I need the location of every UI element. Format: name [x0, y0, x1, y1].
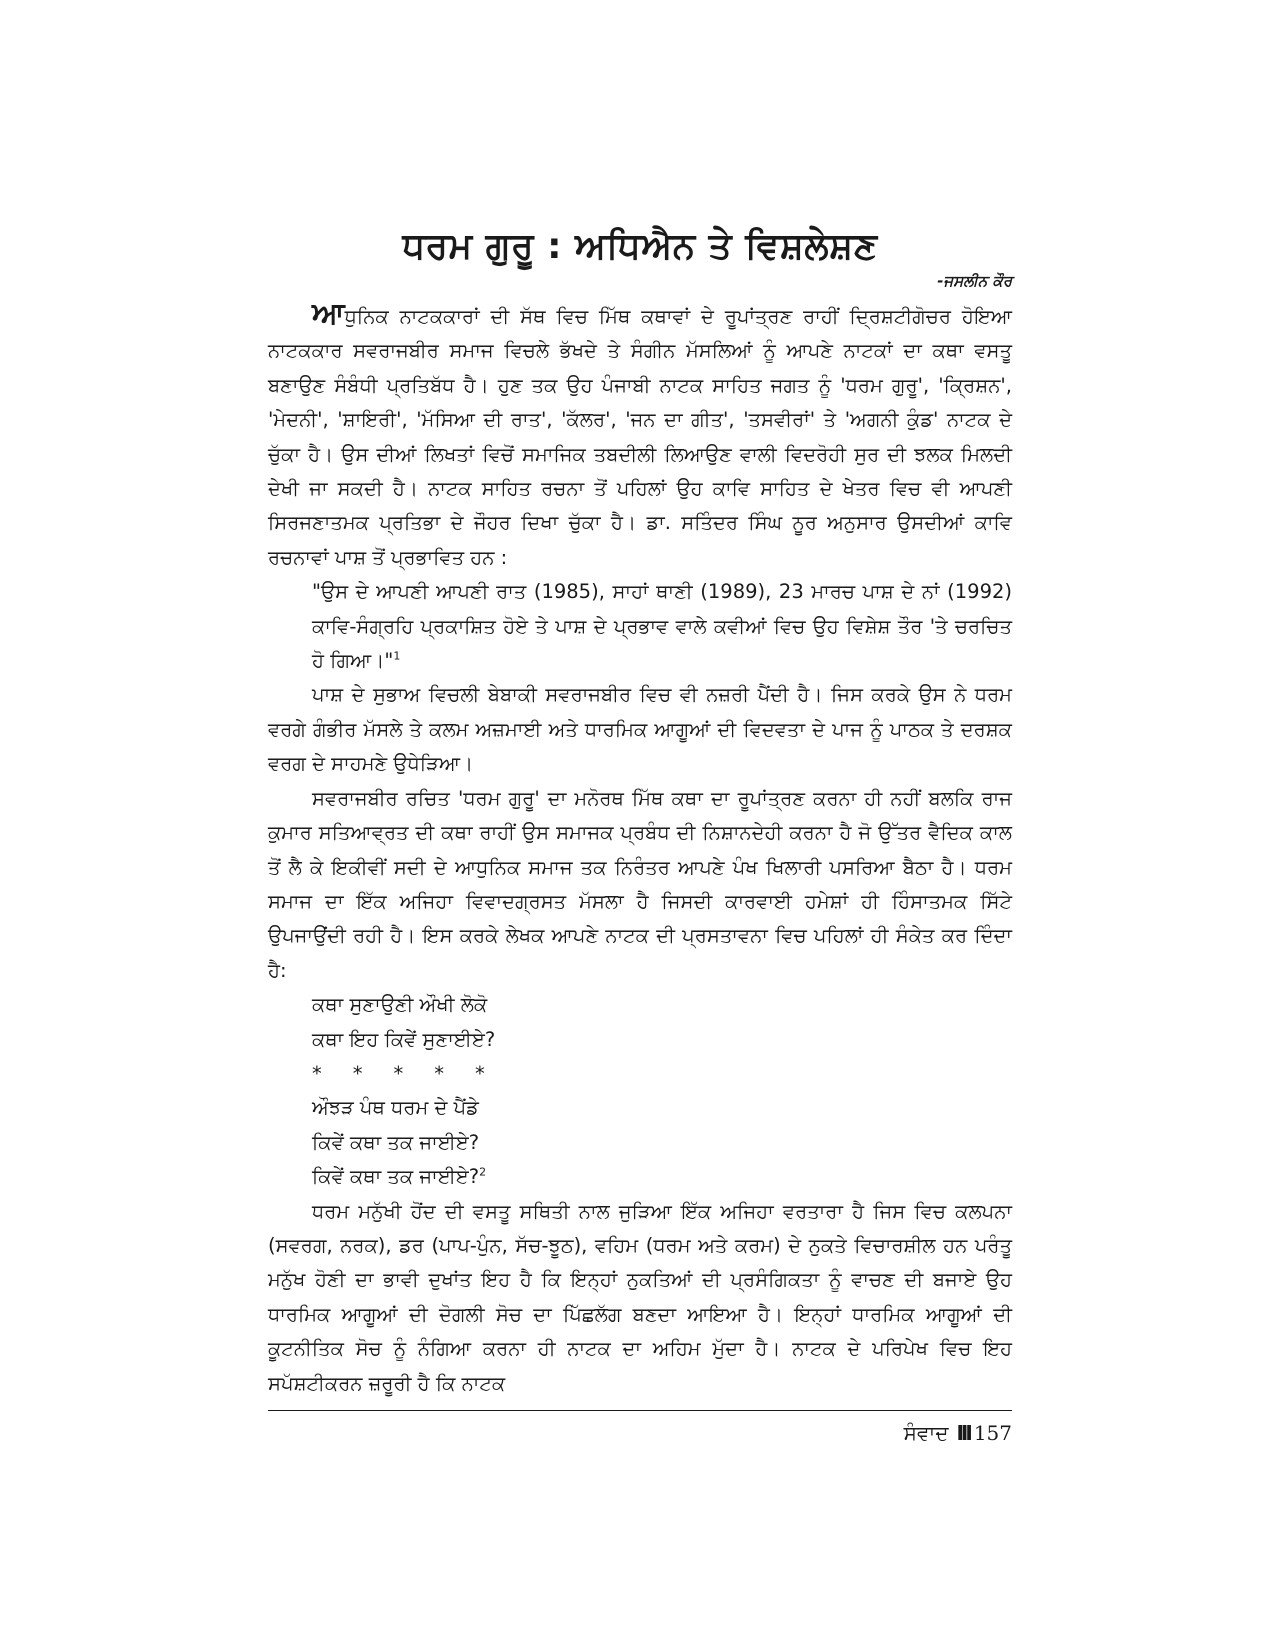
verse-block — [312, 988, 1012, 1194]
paragraph-1 — [268, 297, 1012, 575]
verse-separator: * * * * * — [312, 1061, 485, 1085]
paragraph-3: ਸਵਰਾਜਬੀਰ ਰਚਿਤ 'ਧਰਮ ਗੁਰੂ' ਦਾ ਮਨੋਰਥ ਮਿੱਥ ਕਥਾ ਦਾ ਰੂਪਾਂਤ੍ਰਣ ਕਰਨਾ ਹੀ ਨਹੀਂ ਬਲਕਿ ਰਾਜ ਕੁਮਾਰ ਸਤਿਆਵ੍ਰਤ ਦੀ ਕਥਾ ਰਾਹੀਂ ਉਸ ਸਮਾਜਕ ਪ੍ਰਬੰਧ ਦੀ ਨਿਸ਼ਾਨਦੇਹੀ ਕਰਨਾ ਹੈ ਜੋ ਉੱਤਰ ਵੈਦਿਕ ਕਾਲ ਤੋਂ ਲੈ ਕੇ ਇਕੀਵੀਂ ਸਦੀ ਦੇ ਆਧੁਨਿਕ ਸਮਾਜ ਤਕ ਨਿਰੰਤਰ ਆਪਣੇ ਪੰਖ ਖਿਲਾਰੀ ਪਸਰਿਆ ਬੈਠਾ ਹੈ। ਧਰਮ ਸਮਾਜ ਦਾ ਇੱਕ ਅਜਿਹਾ ਵਿਵਾਦਗ੍ਰਸਤ ਮੱਸਲਾ ਹੈ ਜਿਸਦੀ ਕਾਰਵਾਈ ਹਮੇਸ਼ਾਂ ਹੀ ਹਿੰਸਾਤਮਕ ਸਿੱਟੇ ਉਪਜਾਉਂਦੀ ਰਹੀ ਹੈ। ਇਸ ਕਰਕੇ ਲੇਖਕ ਆਪਣੇ ਨਾਟਕ ਦੀ ਪ੍ਰਸਤਾਵਨਾ ਵਿਚ ਪਹਿਲਾਂ ਹੀ ਸੰਕੇਤ ਕਰ ਦਿੰਦਾ ਹੈ: — [268, 786, 1012, 982]
journal-name: ਸੰਵਾਦ — [903, 1421, 949, 1445]
block-quote — [312, 575, 1012, 678]
footer-divider — [268, 1410, 1012, 1411]
paragraph-2: ਪਾਸ਼ ਦੇ ਸੁਭਾਅ ਵਿਚਲੀ ਬੇਬਾਕੀ ਸਵਰਾਜਬੀਰ ਵਿਚ ਵੀ ਨਜ਼ਰੀ ਪੈਂਦੀ ਹੈ। ਜਿਸ ਕਰਕੇ ਉਸ ਨੇ ਧਰਮ ਵਰਗੇ ਗੰਭੀਰ ਮੱਸਲੇ ਤੇ ਕਲਮ ਅਜ਼ਮਾਈ ਅਤੇ ਧਾਰਮਿਕ ਆਗੂਆਂ ਦੀ ਵਿਦਵਤਾ ਦੇ ਪਾਜ ਨੂੰ ਪਾਠਕ ਤੇ ਦਰਸ਼ਕ ਵਰਗ ਦੇ ਸਾਹਮਣੇ ਉਧੇੜਿਆ। — [268, 683, 1012, 776]
verse-line: ਕਿਵੇਂ ਕਥਾ ਤਕ ਜਾਈਏ? — [312, 1130, 480, 1154]
page-number: 157 — [973, 1421, 1012, 1445]
article-author: -ਜਸਲੀਨ ਕੌਰ — [937, 272, 1012, 290]
verse-line: ਕਥਾ ਸੁਣਾਉਣੀ ਔਖੀ ਲੋਕੋ — [312, 993, 488, 1017]
verse-line: ਔਝੜ ਪੰਥ ਧਰਮ ਦੇ ਪੈਂਡੇ — [312, 1096, 479, 1120]
drop-cap: ਆ — [312, 296, 345, 331]
verse-line-last — [312, 1160, 1012, 1194]
footer-separator: III — [956, 1421, 970, 1445]
verse-line: ਕਥਾ ਇਹ ਕਿਵੇਂ ਸੁਣਾਈਏ? — [312, 1027, 496, 1051]
paragraph-4: ਧਰਮ ਮਨੁੱਖੀ ਹੋਂਦ ਦੀ ਵਸਤੂ ਸਥਿਤੀ ਨਾਲ ਜੁੜਿਆ ਇੱਕ ਅਜਿਹਾ ਵਰਤਾਰਾ ਹੈ ਜਿਸ ਵਿਚ ਕਲਪਨਾ (ਸਵਰਗ, ਨਰਕ), ਡਰ (ਪਾਪ-ਪੁੰਨ, ਸੱਚ-ਝੂਠ), ਵਹਿਮ (ਧਰਮ ਅਤੇ ਕਰਮ) ਦੇ ਨੁਕਤੇ ਵਿਚਾਰਸ਼ੀਲ ਹਨ ਪਰੰਤੂ ਮਨੁੱਖ ਹੋਣੀ ਦਾ ਭਾਵੀ ਦੁਖਾਂਤ ਇਹ ਹੈ ਕਿ ਇਨ੍ਹਾਂ ਨੁਕਤਿਆਂ ਦੀ ਪ੍ਰਸੰਗਿਕਤਾ ਨੂੰ ਵਾਚਣ ਦੀ ਬਜਾਏ ਉਹ ਧਾਰਮਿਕ ਆਗੂਆਂ ਦੀ ਦੋਗਲੀ ਸੋਚ ਦਾ ਪਿੱਛਲੱਗ ਬਣਦਾ ਆਇਆ ਹੈ। ਇਨ੍ਹਾਂ ਧਾਰਮਿਕ ਆਗੂਆਂ ਦੀ ਕੂਟਨੀਤਿਕ ਸੋਚ ਨੂੰ ਨੰਗਿਆ ਕਰਨਾ ਹੀ ਨਾਟਕ ਦਾ ਅਹਿਮ ਮੁੱਦਾ ਹੈ। ਨਾਟਕ ਦੇ ਪਰਿਪੇਖ ਵਿਚ ਇਹ ਸਪੱਸ਼ਟੀਕਰਨ ਜ਼ਰੂਰੀ ਹੈ ਕਿ ਨਾਟਕ — [268, 1199, 1012, 1395]
paragraph-1-text: ਧੁਨਿਕ ਨਾਟਕਕਾਰਾਂ ਦੀ ਸੱਥ ਵਿਚ ਮਿੱਥ ਕਥਾਵਾਂ ਦੇ ਰੂਪਾਂਤ੍ਰਣ ਰਾਹੀਂ ਦ੍ਰਿਸ਼ਟੀਗੋਚਰ ਹੋਇਆ ਨਾਟਕਕਾਰ ਸਵਰਾਜਬੀਰ ਸਮਾਜ ਵਿਚਲੇ ਭੱਖਦੇ ਤੇ ਸੰਗੀਨ ਮੱਸਲਿਆਂ ਨੂੰ ਆਪਣੇ ਨਾਟਕਾਂ ਦਾ ਕਥਾ ਵਸਤੂ ਬਣਾਉਣ ਸੰਬੰਧੀ ਪ੍ਰਤਿਬੱਧ ਹੈ। ਹੁਣ ਤਕ ਉਹ ਪੰਜਾਬੀ ਨਾਟਕ ਸਾਹਿਤ ਜਗਤ ਨੂੰ 'ਧਰਮ ਗੁਰੂ', 'ਕ੍ਰਿਸ਼ਨ', 'ਮੇਦਨੀ', 'ਸ਼ਾਇਰੀ', 'ਮੱਸਿਆ ਦੀ ਰਾਤ', 'ਕੱਲਰ', 'ਜਨ ਦਾ ਗੀਤ', 'ਤਸਵੀਰਾਂ' ਤੇ 'ਅਗਨੀ ਕੁੰਡ' ਨਾਟਕ ਦੇ ਚੁੱਕਾ ਹੈ। ਉਸ ਦੀਆਂ ਲਿਖਤਾਂ ਵਿਚੋਂ ਸਮਾਜਿਕ ਤਬਦੀਲੀ ਲਿਆਉਣ ਵਾਲੀ ਵਿਦਰੋਹੀ ਸੁਰ ਦੀ ਝਲਕ ਮਿਲਦੀ ਦੇਖੀ ਜਾ ਸਕਦੀ ਹੈ। ਨਾਟਕ ਸਾਹਿਤ ਰਚਨਾ ਤੋਂ ਪਹਿਲਾਂ ਉਹ ਕਾਵਿ ਸਾਹਿਤ ਦੇ ਖੇਤਰ ਵਿਚ ਵੀ ਆਪਣੀ ਸਿਰਜਣਾਤਮਕ ਪ੍ਰਤਿਭਾ ਦੇ ਜੌਹਰ ਦਿਖਾ ਚੁੱਕਾ ਹੈ। ਡਾ. ਸਤਿੰਦਰ ਸਿੰਘ ਨੂਰ ਅਨੁਸਾਰ ਉਸਦੀਆਂ ਕਾਵਿ ਰਚਨਾਵਾਂ ਪਾਸ਼ ਤੋਂ ਪ੍ਰਭਾਵਿਤ ਹਨ : — [268, 305, 1012, 569]
article-body — [268, 297, 1012, 1401]
page-footer — [268, 1418, 1012, 1448]
block-quote-text: "ਉਸ ਦੇ ਆਪਣੀ ਆਪਣੀ ਰਾਤ (1985), ਸਾਹਾਂ ਥਾਣੀ (1989), 23 ਮਾਰਚ ਪਾਸ਼ ਦੇ ਨਾਂ (1992) ਕਾਵਿ-ਸੰਗ੍ਰਹਿ ਪ੍ਰਕਾਸ਼ਿਤ ਹੋਏ ਤੇ ਪਾਸ਼ ਦੇ ਪ੍ਰਭਾਵ ਵਾਲੇ ਕਵੀਆਂ ਵਿਚ ਉਹ ਵਿਸ਼ੇਸ਼ ਤੌਰ 'ਤੇ ਚਰਚਿਤ ਹੋ ਗਿਆ।" — [312, 580, 1012, 673]
footnote-marker-2: 2 — [479, 1165, 487, 1179]
article-page — [268, 225, 1012, 1401]
verse-line-text: ਕਿਵੇਂ ਕਥਾ ਤਕ ਜਾਈਏ? — [312, 1165, 480, 1189]
article-title: ਧਰਮ ਗੁਰੂ : ਅਧਿਐਨ ਤੇ ਵਿਸ਼ਲੇਸ਼ਣ — [402, 226, 878, 267]
footnote-marker-1: 1 — [393, 649, 401, 663]
